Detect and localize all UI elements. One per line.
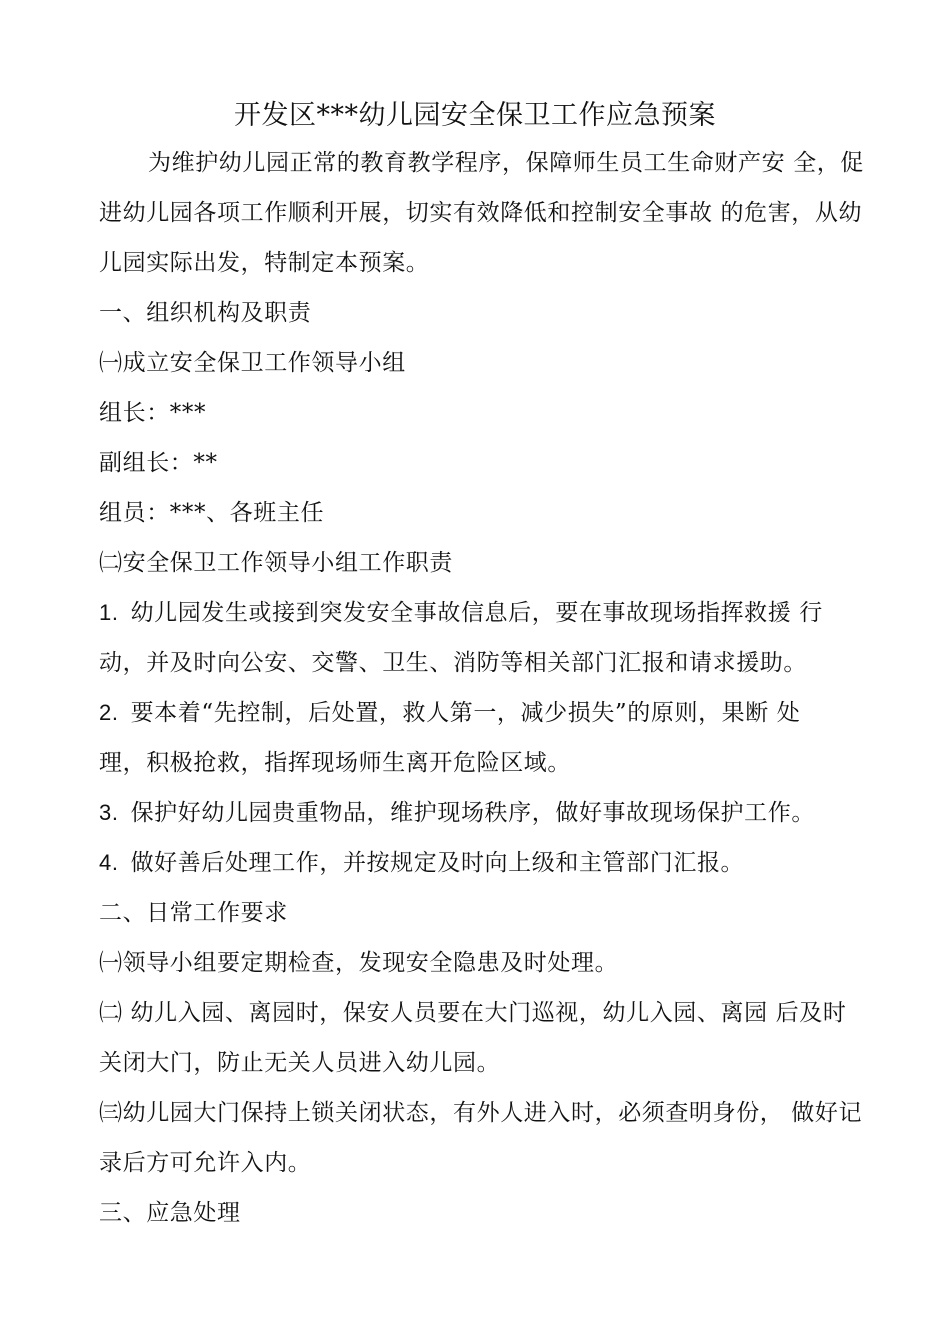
intro-line-1: 为维护幼儿园正常的教育教学程序，保障师生员工生命财产安 全，促 <box>148 150 864 176</box>
group-leader: 组长：*** <box>99 400 207 426</box>
list-number: 3. <box>99 800 119 825</box>
daily-requirement-3: ㈢幼儿园大门保持上锁关闭状态，有外人进入时，必须查明身份， 做好记 <box>99 1100 863 1126</box>
duty-item-1-continued: 动，并及时向公安、交警、卫生、消防等相关部门汇报和请求援助。 <box>99 650 807 676</box>
daily-requirement-2-continued: 关闭大门，防止无关人员进入幼儿园。 <box>99 1050 501 1076</box>
list-number: 1. <box>99 600 119 625</box>
duty-item-1 <box>99 596 823 630</box>
group-members: 组员：***、各班主任 <box>99 500 325 526</box>
deputy-leader: 副组长：** <box>99 450 218 476</box>
duty-item-2-continued: 理，积极抢救，指挥现场师生离开危险区域。 <box>99 750 571 776</box>
duty-item-text: 保护好幼儿园贵重物品，维护现场秩序，做好事故现场保护工作。 <box>130 800 815 826</box>
list-number: 4. <box>99 850 119 875</box>
duty-item-text: 要本着“先控制，后处置，救人第一，减少损失”的原则，果断 处 <box>130 700 801 726</box>
section-3-heading: 三、应急处理 <box>99 1200 241 1226</box>
section-1-heading: 一、组织机构及职责 <box>99 300 312 326</box>
subsection-1-heading: ㈠成立安全保卫工作领导小组 <box>99 350 406 376</box>
duty-item-text: 做好善后处理工作，并按规定及时向上级和主管部门汇报。 <box>130 850 745 876</box>
intro-line-2: 进幼儿园各项工作顺利开展，切实有效降低和控制安全事故 的危害，从幼 <box>99 200 863 226</box>
duty-item-4 <box>99 846 744 880</box>
duty-item-3 <box>99 796 815 830</box>
intro-line-3: 儿园实际出发，特制定本预案。 <box>99 250 430 276</box>
list-number: 2. <box>99 700 119 725</box>
document-title: 开发区***幼儿园安全保卫工作应急预案 <box>234 100 716 131</box>
daily-requirement-2: ㈡ 幼儿入园、离园时，保安人员要在大门巡视，幼儿入园、离园 后及时 <box>99 1000 847 1026</box>
daily-requirement-1: ㈠领导小组要定期检查，发现安全隐患及时处理。 <box>99 950 619 976</box>
subsection-2-heading: ㈡安全保卫工作领导小组工作职责 <box>99 550 453 576</box>
duty-item-2 <box>99 696 800 730</box>
section-2-heading: 二、日常工作要求 <box>99 900 288 926</box>
duty-item-text: 幼儿园发生或接到突发安全事故信息后，要在事故现场指挥救援 行 <box>130 600 823 626</box>
daily-requirement-3-continued: 录后方可允许入内。 <box>99 1150 312 1176</box>
